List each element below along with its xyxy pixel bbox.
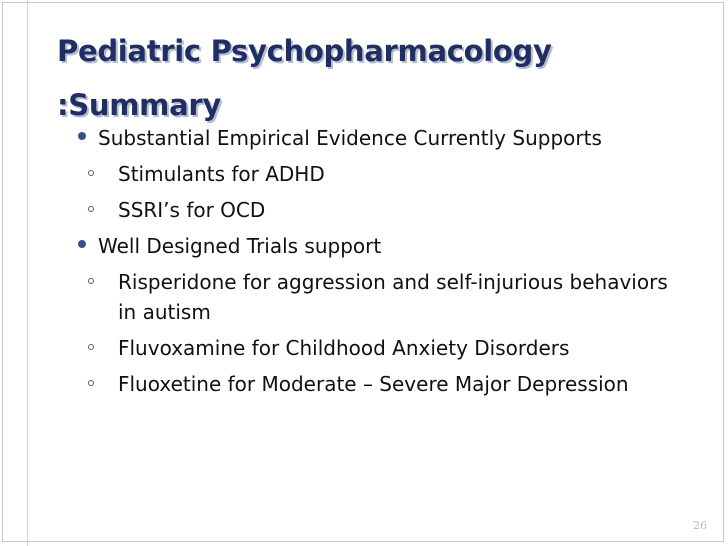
sub-bullet-text: Fluoxetine for Moderate – Severe Major Depression [118, 372, 629, 396]
hollow-bullet-icon [88, 278, 94, 284]
sub-bullet-item [78, 192, 678, 228]
filled-bullet-icon [78, 132, 86, 140]
bullet-item [78, 120, 678, 156]
bullet-text: Well Designed Trials support [98, 234, 382, 258]
bullet-item [78, 228, 678, 264]
sub-bullet-item [78, 156, 678, 192]
sub-bullet-item [78, 366, 678, 402]
hollow-bullet-icon [88, 380, 94, 386]
hollow-bullet-icon [88, 344, 94, 350]
bullet-list [78, 120, 678, 402]
left-rule [27, 0, 28, 546]
slide-title-line-2: :Summary [57, 88, 221, 122]
sub-bullet-item [78, 330, 678, 366]
hollow-bullet-icon [88, 206, 94, 212]
sub-bullet-text: Risperidone for aggression and self-injurious behaviors in autism [118, 270, 668, 324]
sub-bullet-text: SSRI’s for OCD [118, 198, 266, 222]
sub-bullet-text: Fluvoxamine for Childhood Anxiety Disorders [118, 336, 570, 360]
filled-bullet-icon [78, 240, 86, 248]
hollow-bullet-icon [88, 170, 94, 176]
sub-bullet-item [78, 264, 678, 330]
sub-bullet-text: Stimulants for ADHD [118, 162, 325, 186]
slide-title [57, 24, 552, 132]
bullet-text: Substantial Empirical Evidence Currently Supports [98, 126, 602, 150]
page-number: 26 [693, 519, 707, 532]
slide-title-line-1: Pediatric Psychopharmacology [57, 34, 552, 68]
